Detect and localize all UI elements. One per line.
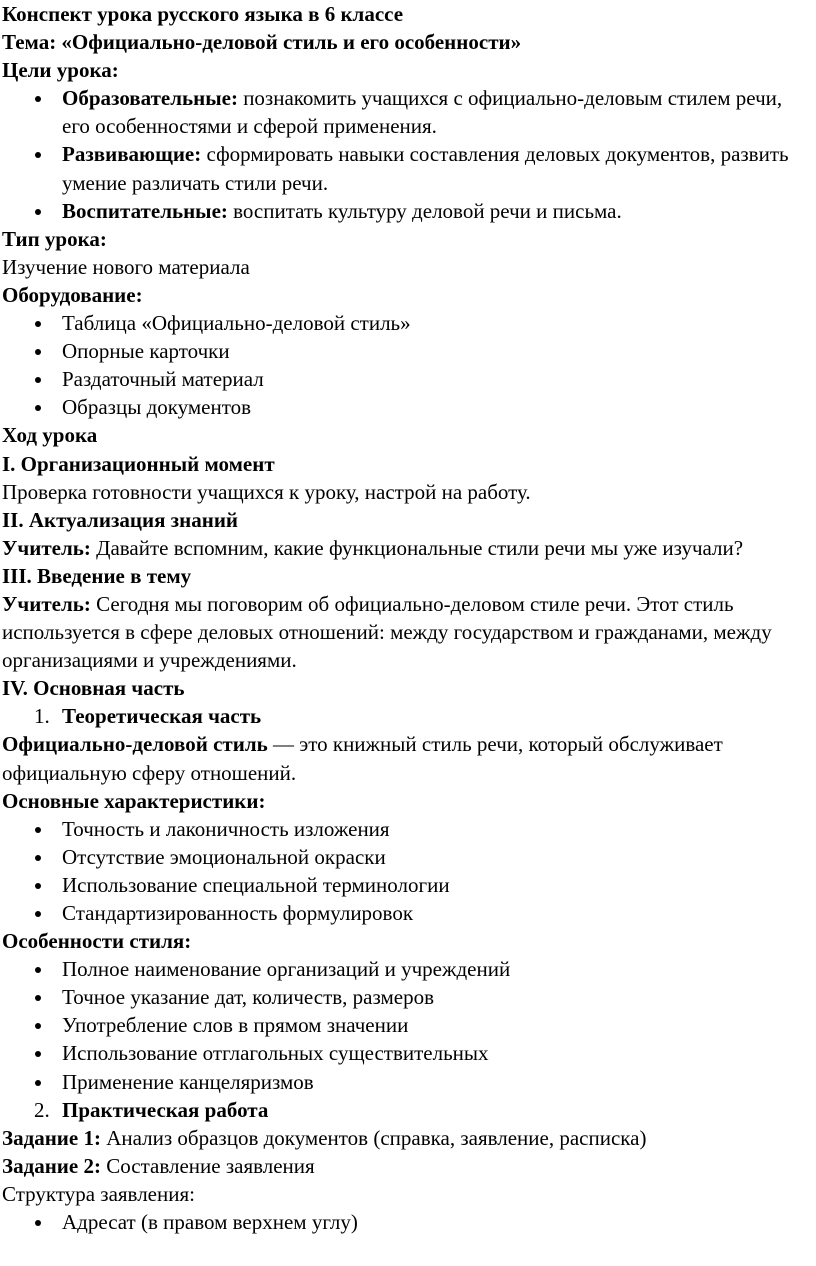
structure-heading: Структура заявления: (2, 1181, 195, 1206)
list-item: Применение канцеляризмов (2, 1068, 802, 1096)
features-list (2, 955, 816, 1095)
equipment-list (2, 309, 816, 421)
section-1-heading: I. Организационный момент (2, 451, 275, 476)
style-definition: Официально-деловой стиль — это книжный стиль речи, который обслуживает официальную сферу отношений. (2, 732, 723, 785)
lesson-type-heading: Тип урока: (2, 226, 107, 251)
lesson-theme: Тема: «Официально-деловой стиль и его особенности» (2, 30, 522, 55)
section-4-heading: IV. Основная часть (2, 676, 185, 701)
features-heading: Особенности стиля: (2, 929, 192, 954)
document-title: Конспект урока русского языка в 6 классе (2, 2, 404, 26)
list-item: Точность и лаконичность изложения (2, 815, 802, 843)
list-item: Развивающие: сформировать навыки составления деловых документов, развить умение различать стили речи. (2, 140, 802, 196)
section-2-text: Учитель: Давайте вспомним, какие функциональные стили речи мы уже изучали? (2, 535, 744, 560)
equipment-heading: Оборудование: (2, 282, 143, 307)
list-item: Опорные карточки (2, 337, 802, 365)
part-1-list (2, 702, 816, 730)
list-item: Точное указание дат, количеств, размеров (2, 983, 802, 1011)
list-marker: 2. (34, 1097, 50, 1122)
task-1: Задание 1: Анализ образцов документов (справка, заявление, расписка) (2, 1125, 647, 1150)
part-2-list (2, 1096, 816, 1124)
goals-heading: Цели урока: (2, 58, 119, 83)
structure-list (2, 1208, 816, 1236)
section-1-text: Проверка готовности учащихся к уроку, настрой на работу. (2, 479, 531, 504)
list-item: Раздаточный материал (2, 365, 802, 393)
course-heading: Ход урока (2, 423, 98, 448)
lesson-type-value: Изучение нового материала (2, 254, 250, 279)
list-item: Отсутствие эмоциональной окраски (2, 843, 802, 871)
goals-list (2, 84, 816, 224)
section-3-text: Учитель: Сегодня мы поговорим об официально-деловом стиле речи. Этот стиль используется в сфере деловых отношений: между государством и гражданами, между организациями и учреждениями. (2, 591, 772, 673)
list-item: Использование специальной терминологии (2, 871, 802, 899)
list-item: 2. Практическая работа (2, 1096, 802, 1124)
list-marker: 1. (34, 704, 50, 729)
list-item: Воспитательные: воспитать культуру деловой речи и письма. (2, 197, 802, 225)
list-item: 1. Теоретическая часть (2, 702, 802, 730)
characteristics-heading: Основные характеристики: (2, 788, 266, 813)
characteristics-list (2, 815, 816, 927)
list-item: Использование отглагольных существительных (2, 1039, 802, 1067)
list-item: Адресат (в правом верхнем углу) (2, 1208, 802, 1236)
list-item: Таблица «Официально-деловой стиль» (2, 309, 802, 337)
list-item: Полное наименование организаций и учреждений (2, 955, 802, 983)
section-2-heading: II. Актуализация знаний (2, 507, 239, 532)
section-3-heading: III. Введение в тему (2, 563, 192, 588)
list-item: Стандартизированность формулировок (2, 899, 802, 927)
list-item: Образовательные: познакомить учащихся с официально-деловым стилем речи, его особенностями и сферой применения. (2, 84, 802, 140)
list-item: Употребление слов в прямом значении (2, 1011, 802, 1039)
list-item: Образцы документов (2, 393, 802, 421)
task-2: Задание 2: Составление заявления (2, 1153, 315, 1178)
